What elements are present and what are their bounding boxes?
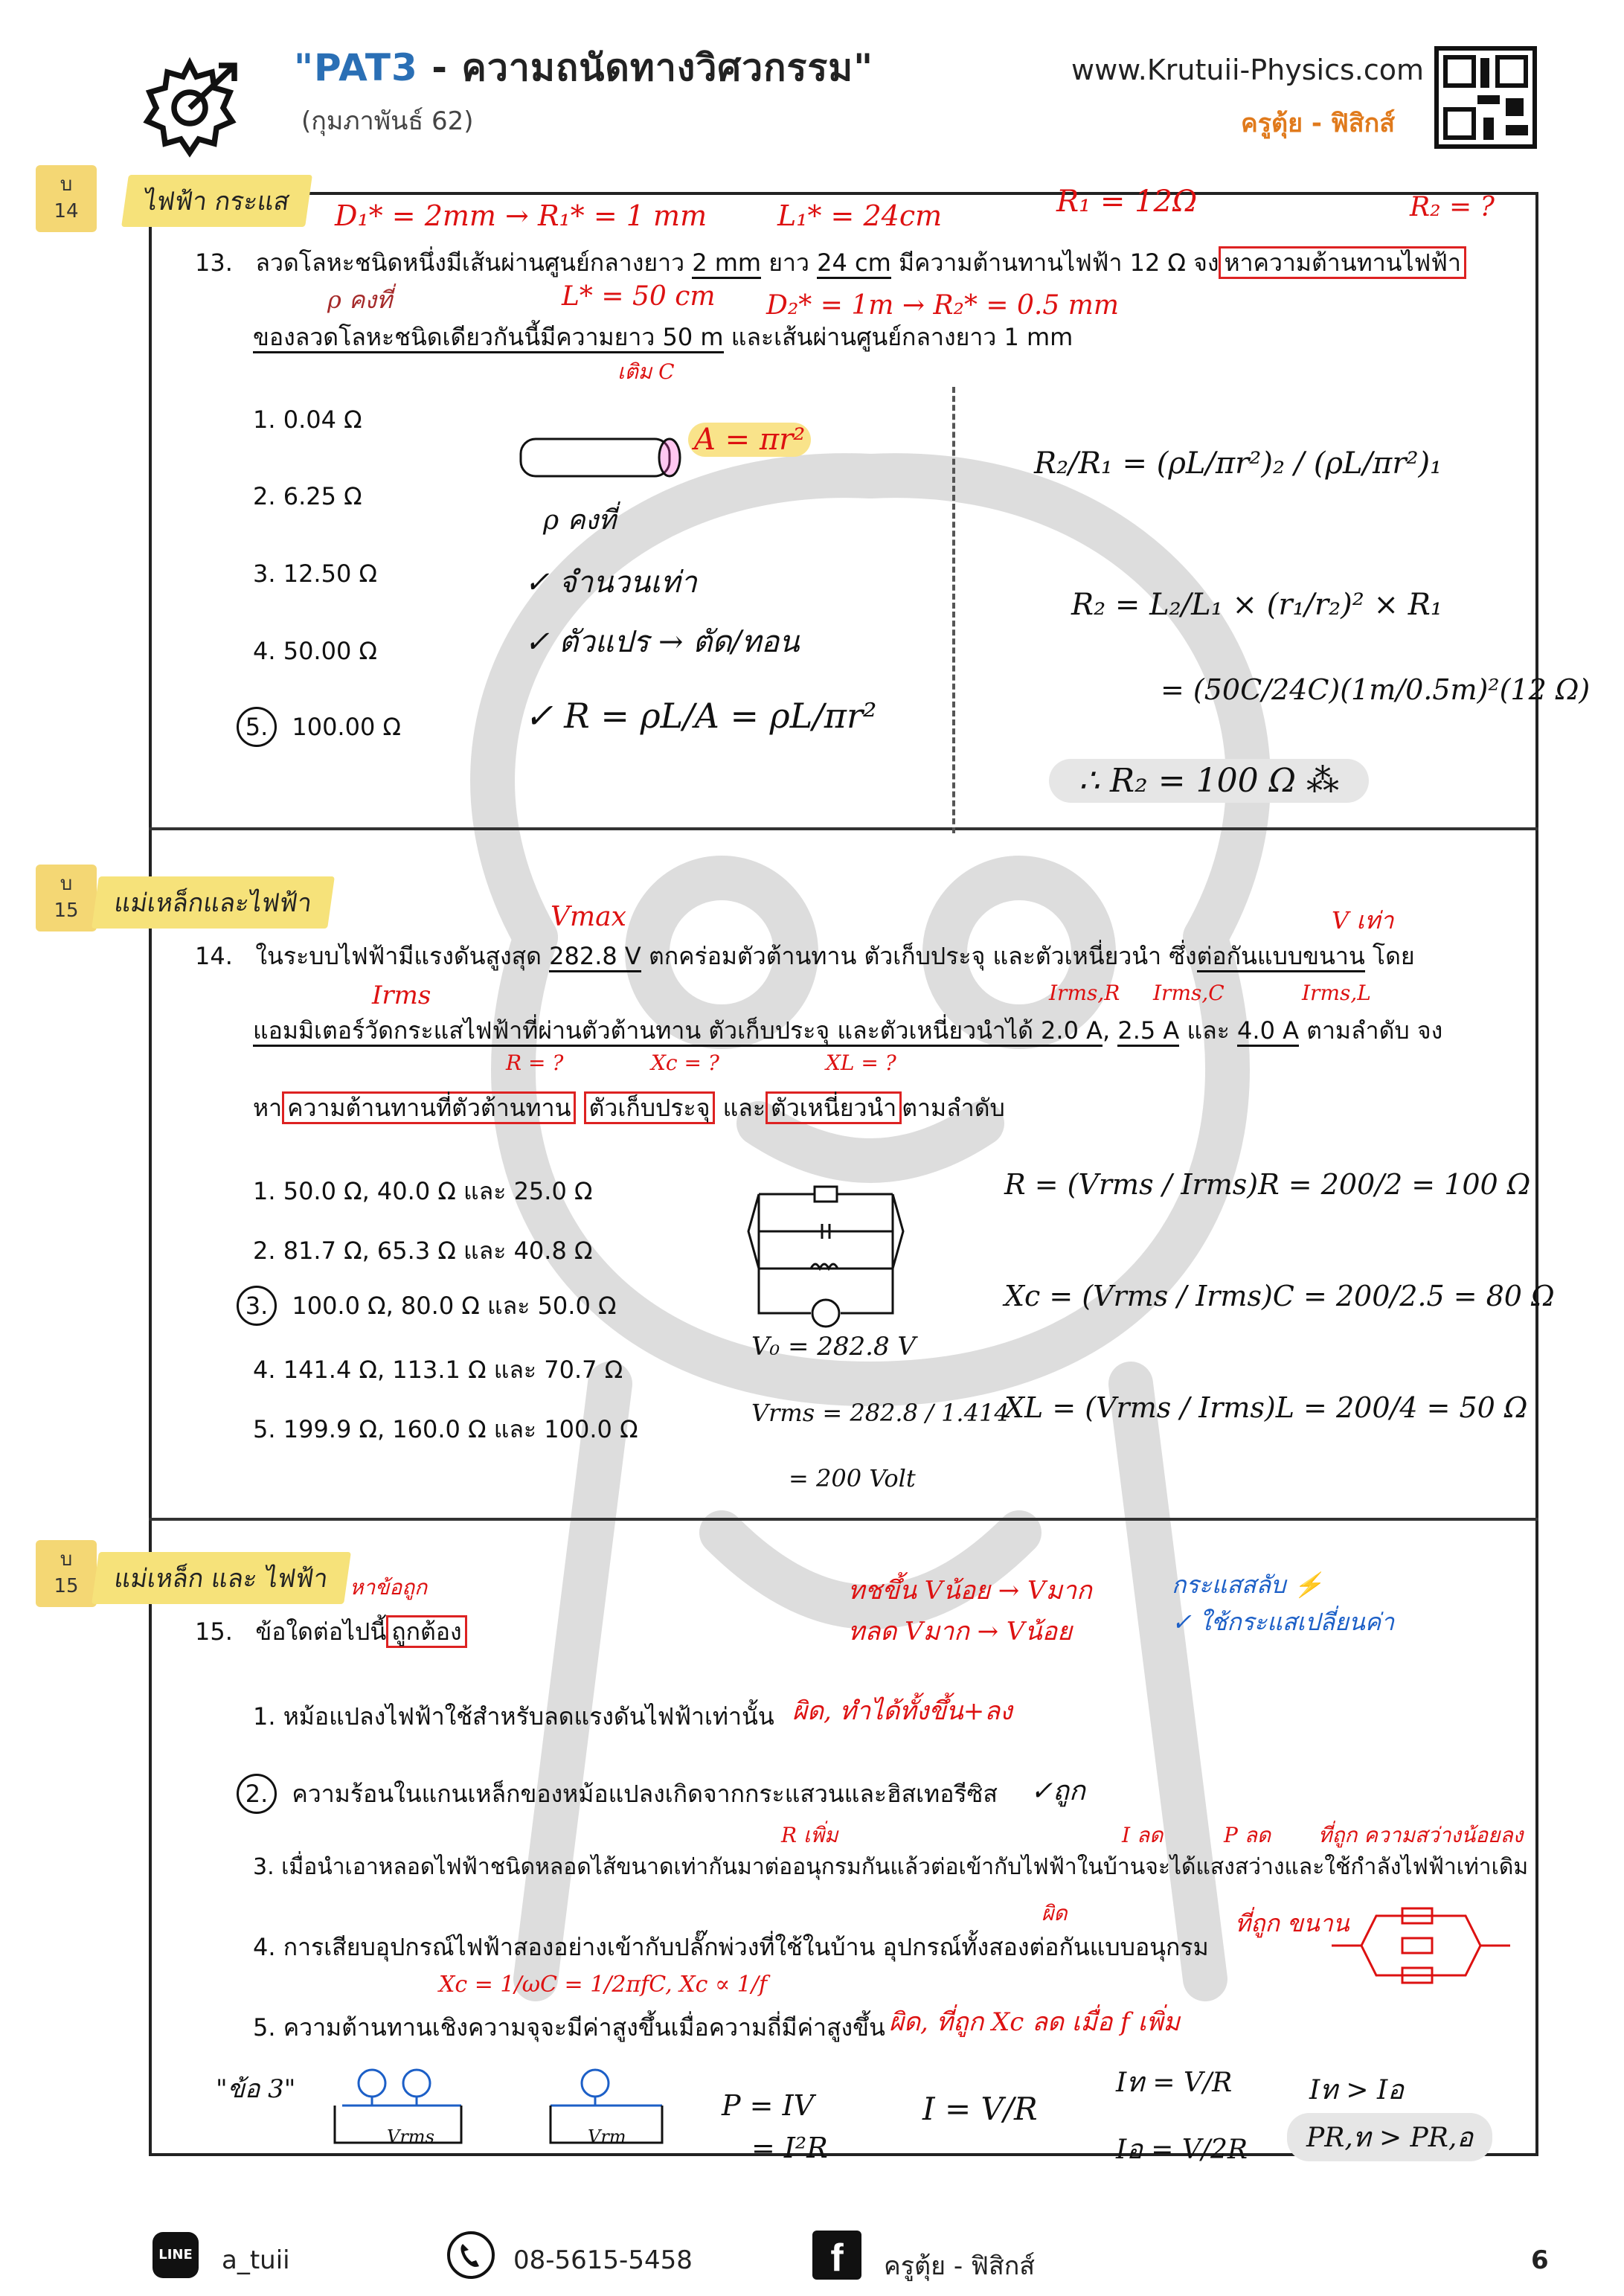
author-name: ครูตุ้ย - ฟิสิกส์: [1241, 109, 1395, 138]
note-resistance-formula: ✓ R = ρL/A = ρL/πr²: [524, 696, 877, 736]
note-xl-calc: XL = (Vrms / Irms)L = 200/4 = 50 Ω: [1004, 1391, 1528, 1424]
note-l1: L₁* = 24cm: [777, 199, 943, 232]
current-equation: I = V/R: [922, 2091, 1038, 2127]
q13-result: ∴ R₂ = 100 Ω ⁂: [1049, 759, 1369, 803]
q15-option-5: 5. ความต้านทานเชิงความจุจะมีค่าสูงขึ้นเมื่อความถี่มีค่าสูงขึ้น: [253, 2013, 885, 2042]
note-l2: L* = 50 cm: [562, 281, 716, 312]
note-r-unknown: R = ?: [506, 1051, 564, 1075]
note-opt5-true: ผิด, ที่ถูก Xc ลด เมื่อ f เพิ่ม: [889, 2007, 1180, 2037]
question-14-line-3: หา ความต้านทานที่ตัวต้านทาน ตัวเก็บประจุ และ ตัวเหนี่ยวนำ ตามลำดับ: [253, 1091, 1532, 1125]
solution-divider: [952, 387, 955, 833]
note-xl-unknown: XL = ?: [826, 1051, 896, 1075]
note-step-1: R₂ = L₂/L₁ × (r₁/r₂)² × R₁: [1071, 588, 1442, 622]
q15-option-4: 4. การเสียบอุปกรณ์ไฟฟ้าสองอย่างเข้ากับปลั๊กพ่วงที่ใช้ในบ้าน อุปกรณ์ทั้งสองต่อกันแบบอนุกรม: [253, 1933, 1209, 1961]
note-r1: R₁ = 12Ω: [1056, 185, 1198, 219]
q14-option-4: 4. 141.4 Ω, 113.1 Ω และ 70.7 Ω: [253, 1356, 623, 1384]
note-irms-c: Irms,C: [1153, 981, 1225, 1005]
note-v0: V₀ = 282.8 V: [751, 1332, 916, 1362]
note-check-2: ✓ ตัวแปร → ตัด/ทอน: [524, 625, 800, 659]
question-14-line-2: แอมมิเตอร์วัดกระแสไฟฟ้าที่ผ่านตัวต้านทาน ตัวเก็บประจุ และตัวเหนี่ยวนำได้ 2.0 A, 2.5 A และ 4.0 A ตามลำดับ จง: [253, 1013, 1532, 1048]
note-opt1: ผิด, ทำได้ทั้งขึ้น+ลง: [792, 1696, 1012, 1726]
section-tag: แม่เหล็ก และ ไฟฟ้า: [92, 1552, 351, 1604]
phone-number: 08-5615-5458: [513, 2245, 693, 2275]
q13-option-1: 1. 0.04 Ω: [253, 405, 362, 434]
q13-option-5: 5. 100.00 Ω: [245, 707, 401, 747]
note-xc-calc: Xc = (Vrms / Irms)C = 200/2.5 = 80 Ω: [1004, 1280, 1555, 1312]
note-opt4-true: ที่ถูก ขนาน: [1235, 1909, 1349, 1937]
note-modifier: เติม C: [617, 359, 675, 384]
note-opt3-t: ที่ถูก ความสว่างน้อยลง: [1318, 1823, 1524, 1847]
q14-option-5: 5. 199.9 Ω, 160.0 Ω และ 100.0 Ω: [253, 1415, 638, 1443]
note-opt4-wrong: ผิด: [1042, 1901, 1068, 1925]
q15-option-2: 2. ความร้อนในแกนเหล็กของหม้อแปลงเกิดจากกระแสวนและฮิสเทอรีซิส: [245, 1774, 998, 1814]
parallel-plug-diagram: [1332, 1897, 1510, 1994]
section-divider: [149, 827, 1538, 830]
q13-option-4: 4. 50.00 Ω: [253, 637, 377, 665]
note-opt2: ✓ถูก: [1030, 1776, 1085, 1806]
answer-circle: 5.: [237, 707, 277, 747]
page-number: 6: [1531, 2245, 1549, 2275]
note-vmax: Vmax: [551, 902, 626, 932]
note-step-up: ทชขึ้น Vน้อย → Vมาก: [848, 1576, 1092, 1606]
answer-circle: 3.: [237, 1286, 277, 1326]
note-rho: ρ คงที่: [327, 286, 393, 314]
q14-option-3: 3. 100.0 Ω, 80.0 Ω และ 50.0 Ω: [245, 1286, 616, 1326]
question-15-stem: 15. ข้อใดต่อไปนี้ ถูกต้อง: [195, 1614, 467, 1649]
series-current: Iอ = V/2R: [1116, 2135, 1248, 2165]
line-icon: LINE: [153, 2232, 199, 2278]
power-comparison: PR,ท > PR,อ: [1287, 2113, 1492, 2161]
note-irms-l: Irms,L: [1302, 981, 1371, 1005]
facebook-icon: f: [812, 2231, 861, 2280]
note-r-calc: R = (Vrms / Irms)R = 200/2 = 100 Ω: [1004, 1168, 1531, 1201]
note-loss: กระแสสลับ ⚡: [1172, 1571, 1323, 1599]
note-d1: D₁* = 2mm → R₁* = 1 mm: [335, 199, 707, 232]
note-ratio: R₂/R₁ = (ρL/πr²)₂ / (ρL/πr²)₁: [1034, 446, 1442, 481]
note-opt5-xc: Xc = 1/ωC = 1/2πfC, Xc ∝ 1/f: [439, 1972, 768, 1998]
wire-cylinder-drawing: [513, 432, 692, 491]
note-irms-r: Irms,R: [1049, 981, 1120, 1005]
q14-option-2: 2. 81.7 Ω, 65.3 Ω และ 40.8 Ω: [253, 1237, 593, 1265]
note-xc-unknown: Xc = ?: [651, 1051, 719, 1075]
parallel-current: Iท = V/R: [1116, 2068, 1233, 2098]
answer-circle: 2.: [237, 1774, 277, 1814]
line-id: a_tuii: [222, 2245, 290, 2275]
note-r2: R₂ = ?: [1410, 192, 1495, 222]
question-13-line-2: ของลวดโลหะชนิดเดียวกันนี้มีความยาว 50 m และเส้นผ่านศูนย์กลางยาว 1 mm: [253, 320, 1518, 354]
q15-option-3: 3. เมื่อนำเอาหลอดไฟฟ้าชนิดหลอดไส้ขนาดเท่ากันมาต่ออนุกรมกันแล้วต่อเข้ากับไฟฟ้าในบ้านจะได้แสงสว่างและใช้กำลังไฟฟ้าเท่าเดิม: [253, 1854, 1529, 1880]
question-14-line-1: 14. ในระบบไฟฟ้ามีแรงดันสูงสุด 282.8 V ตกคร่อมตัวต้านทาน ตัวเก็บประจุ และตัวเหนี่ยวนำ ซึ่งต่อกันแบบขนาน โดย: [195, 939, 1534, 973]
section-divider: [149, 1518, 1538, 1521]
note-check-1: ✓ จำนวนเท่า: [524, 565, 697, 600]
vrm-label: Vrm: [588, 2126, 626, 2147]
website-link[interactable]: www.Krutuii-Physics.com: [1071, 54, 1425, 86]
q13-option-2: 2. 6.25 Ω: [253, 482, 362, 510]
q15-option-1: 1. หม้อแปลงไฟฟ้าใช้สำหรับลดแรงดันไฟฟ้าเท่านั้น: [253, 1702, 774, 1731]
section-tag: ไฟฟ้า กระแส: [121, 175, 312, 227]
note-v-same: V เท่า: [1332, 906, 1394, 934]
current-comparison: Iท > Iอ: [1309, 2075, 1404, 2106]
note-opt3-r: R เพิ่ม: [781, 1823, 838, 1847]
section-tag: แม่เหล็กและไฟฟ้า: [92, 876, 335, 929]
note-rho-const: ρ คงที่: [543, 505, 616, 536]
facebook-page: ครูตุ้ย - ฟิสิกส์: [884, 2251, 1036, 2281]
note-vrms: Vrms = 282.8 / 1.414: [751, 1399, 1010, 1427]
note-area: A = πr²: [688, 423, 811, 457]
parallel-circuit-diagram: [744, 1149, 908, 1335]
qr-code-icon: [1434, 46, 1537, 149]
note-vrms-result: = 200 Volt: [789, 1464, 916, 1492]
document-title: "PAT3 - ความถนัดทางวิศวกรรม": [294, 46, 874, 89]
power-equation-2: = I²R: [751, 2132, 828, 2164]
q14-option-1: 1. 50.0 Ω, 40.0 Ω และ 25.0 Ω: [253, 1177, 593, 1205]
document-subtitle: (กุมภาพันธ์ 62): [301, 106, 474, 136]
phone-icon: [446, 2231, 495, 2280]
note-step-down: ทลด Vมาก → Vน้อย: [848, 1617, 1073, 1646]
note-step-2: = (50C/24C)(1m/0.5m)²(12 Ω): [1161, 673, 1591, 706]
note-opt3-label: "ข้อ 3": [216, 2074, 296, 2104]
question-13-line-1: 13. ลวดโลหะชนิดหนึ่งมีเส้นผ่านศูนย์กลางยาว 2 mm ยาว 24 cm มีความต้านทานไฟฟ้า 12 Ω จง หาความต้านทานไฟฟ้า: [195, 246, 1534, 280]
note-d2: D₂* = 1m → R₂* = 0.5 mm: [766, 290, 1119, 321]
note-find-true: หาข้อถูก: [350, 1575, 428, 1600]
power-equation: P = IV: [722, 2089, 815, 2122]
note-opt3-p: P ลด: [1224, 1823, 1271, 1847]
note-opt3-i: I ลด: [1122, 1823, 1164, 1847]
q13-option-3: 3. 12.50 Ω: [253, 559, 377, 588]
note-irms: Irms: [372, 981, 431, 1010]
gear-logo-icon: [134, 52, 245, 164]
vrms-label: Vrms: [387, 2126, 434, 2147]
note-ac: ✓ ใช้กระแสเปลี่ยนค่า: [1172, 1608, 1395, 1636]
section-badge: บ 14: [36, 165, 97, 232]
section-badge: บ 15: [36, 1540, 97, 1607]
section-badge: บ 15: [36, 865, 97, 931]
